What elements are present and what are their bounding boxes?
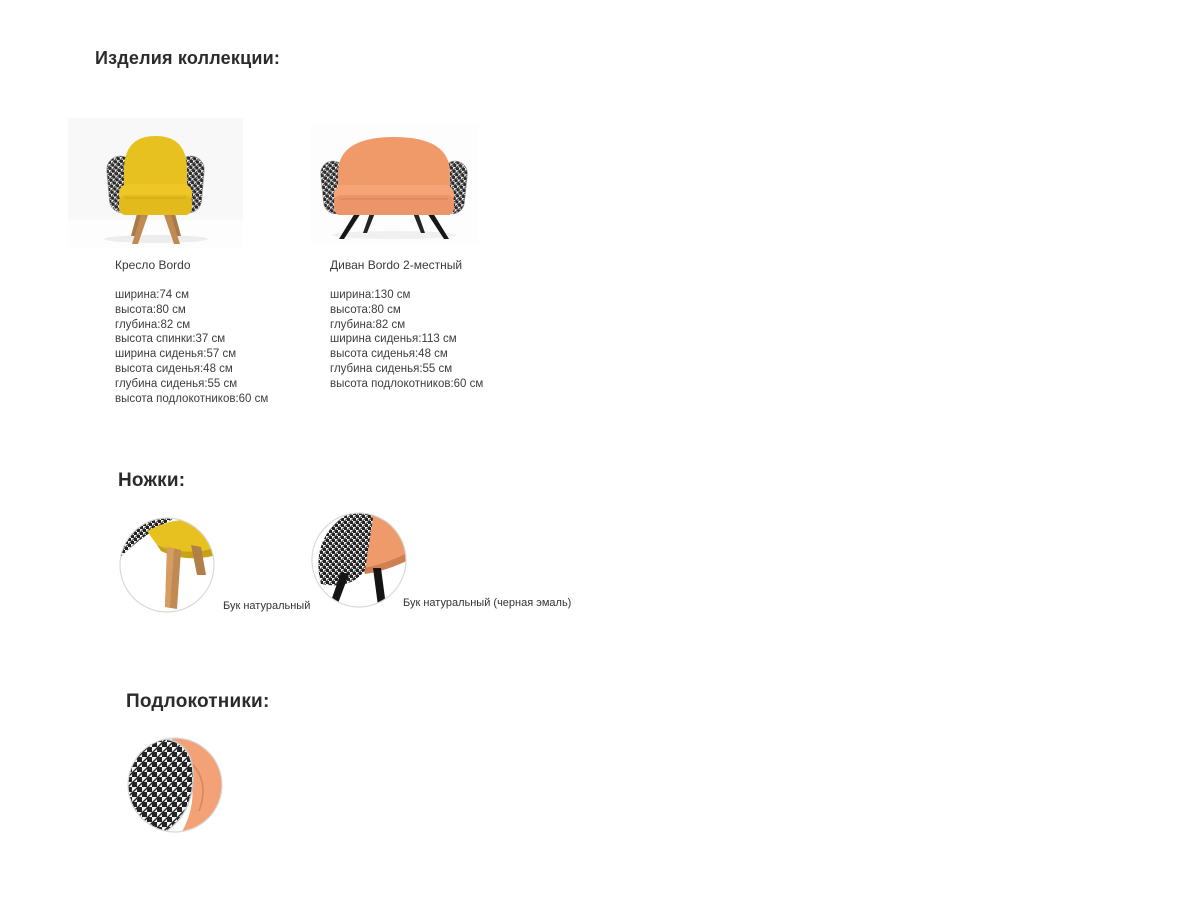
spec-line: высота:80 см — [115, 303, 186, 316]
armchair-illustration — [68, 118, 243, 248]
leg-sample-natural-image — [119, 517, 215, 613]
armrests-section-title: Подлокотники: — [126, 691, 270, 712]
product-name-sofa: Диван Bordo 2-местный — [330, 258, 463, 272]
leg-sample-black-image — [311, 512, 407, 608]
product-specs-armchair — [115, 288, 268, 406]
spec-line: ширина:130 см — [330, 289, 411, 301]
product-specs-sofa — [330, 288, 483, 392]
sofa-illustration — [310, 125, 478, 243]
spec-line: высота сиденья:48 см — [115, 362, 233, 375]
spec-line: ширина сиденья:57 см — [115, 348, 237, 361]
spec-line: высота подлокотников:60 см — [115, 392, 269, 405]
leg-sample-black-label: Бук натуральный (черная эмаль) — [403, 597, 572, 609]
leg-sample-natural-label: Бук натуральный — [223, 600, 311, 612]
spec-line: высота сиденья:48 см — [330, 348, 448, 361]
sofa-photo — [310, 125, 478, 243]
legs-section-title: Ножки: — [118, 470, 186, 491]
product-name-armchair: Кресло Bordo — [115, 258, 191, 272]
spec-line: высота:80 см — [330, 303, 401, 316]
spec-line: глубина сиденья:55 см — [115, 377, 238, 390]
spec-line: ширина сиденья:113 см — [330, 333, 457, 346]
spec-line: глубина:82 см — [330, 318, 406, 331]
page-title: Изделия коллекции: — [95, 48, 281, 68]
spec-line: глубина:82 см — [115, 318, 191, 331]
armchair-photo — [68, 118, 243, 248]
spec-line: глубина сиденья:55 см — [330, 362, 453, 375]
spec-line: высота подлокотников:60 см — [330, 377, 484, 390]
spec-line: высота спинки:37 см — [115, 333, 226, 346]
armrest-sample-image — [127, 737, 223, 833]
spec-line: ширина:74 см — [115, 289, 190, 301]
